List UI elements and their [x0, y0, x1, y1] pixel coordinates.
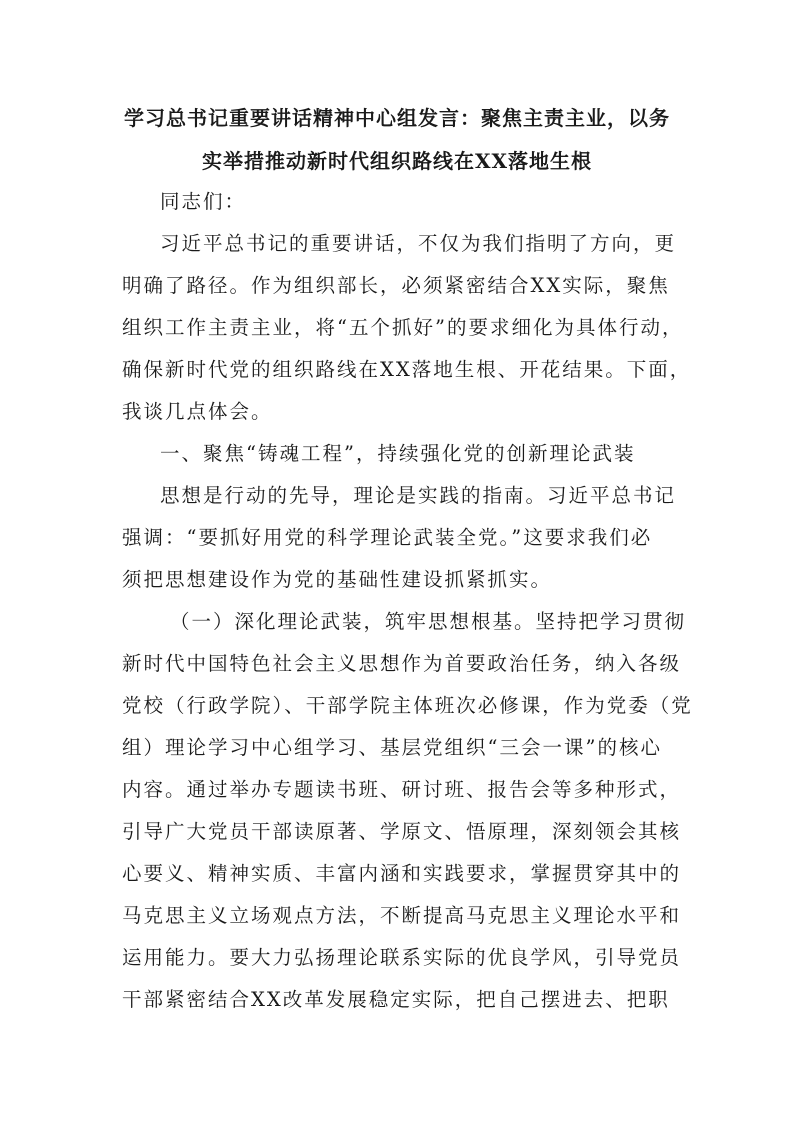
- paragraph-3-line: 干部紧密结合XX改革发展稳定实际，把自己摆进去、把职: [122, 988, 670, 1011]
- paragraph-3-line: 心要义、精神实质、丰富内涵和实践要求，掌握贯穿其中的: [122, 862, 682, 885]
- paragraph-3-line: 马克思主义立场观点方法，不断提高马克思主义理论水平和: [122, 904, 682, 927]
- paragraph-3-line: 党校（行政学院）、干部学院主体班次必修课，作为党委（党: [122, 694, 693, 717]
- paragraph-3-line: 引导广大党员干部读原著、学原文、悟原理，深刻领会其核: [122, 820, 682, 843]
- paragraph-2-line: 强调：“要抓好用党的科学理论武装全党。”这要求我们必: [122, 526, 653, 549]
- paragraph-1-line: 明确了路径。作为组织部长，必须紧密结合XX实际，聚焦: [122, 274, 670, 297]
- paragraph-3-line: 运用能力。要大力弘扬理论联系实际的优良学风，引导党员: [122, 946, 682, 969]
- salutation: 同志们：: [160, 190, 247, 213]
- paragraph-1-line: 确保新时代党的组织路线在XX落地生根、开花结果。下面，: [122, 358, 692, 381]
- paragraph-3-line: 新时代中国特色社会主义思想作为首要政治任务，纳入各级: [122, 652, 682, 675]
- paragraph-2-line: 须把思想建设作为党的基础性建设抓紧抓实。: [122, 568, 553, 591]
- paragraph-1-line: 组织工作主责主业，将“五个抓好”的要求细化为具体行动，: [122, 316, 684, 339]
- document-title-line-1: 学习总书记重要讲话精神中心组发言：聚焦主责主业，以务: [124, 106, 670, 130]
- document-title-line-2: 实举措推动新时代组织路线在XX落地生根: [201, 149, 593, 173]
- paragraph-3-line: 内容。通过举办专题读书班、研讨班、报告会等多种形式，: [122, 778, 682, 801]
- section-1-heading: 一、聚焦“铸魂工程”，持续强化党的创新理论武装: [160, 442, 636, 465]
- paragraph-3-line: 组）理论学习中心组学习、基层党组织“三会一课”的核心: [122, 736, 662, 759]
- paragraph-2-line: 思想是行动的先导，理论是实践的指南。习近平总书记: [160, 484, 677, 507]
- paragraph-3-line: （一）深化理论武装，筑牢思想根基。坚持把学习贯彻: [170, 610, 687, 633]
- paragraph-1-line: 我谈几点体会。: [122, 400, 273, 423]
- paragraph-1-line: 习近平总书记的重要讲话，不仅为我们指明了方向，更: [160, 232, 677, 255]
